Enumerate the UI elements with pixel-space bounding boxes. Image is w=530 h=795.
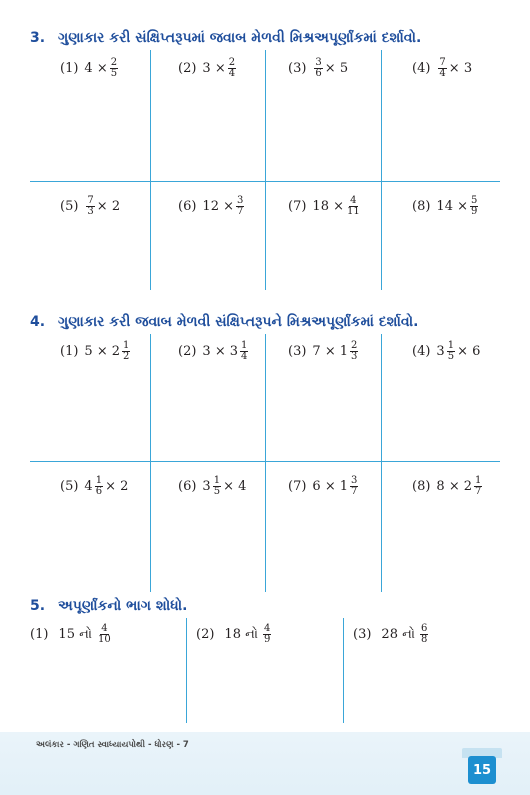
fraction: $\frac{1}{5}$ (213, 475, 221, 497)
question-3-item: (4) $\frac{7}{4}$ × 3 (412, 57, 473, 79)
grid-divider (150, 462, 151, 592)
footer-book-title: અલંકાર - ગણિત સ્વાધ્યાયપોથી - ધોરણ - 7 (36, 740, 189, 750)
grid-divider (265, 182, 266, 290)
question-5-text: અપૂર્ણાંકનો ભાગ શોધો. (58, 598, 188, 614)
question-5-item: (3) 28 નો $\frac{6}{8}$ (353, 623, 428, 645)
question-3-item: (1) 4 × $\frac{2}{5}$ (60, 57, 118, 79)
fraction: $\frac{1}{4}$ (241, 340, 248, 362)
fraction: $\frac{1}{2}$ (123, 340, 130, 362)
fraction: $\frac{6}{8}$ (421, 623, 428, 645)
question-3-number: 3. (30, 30, 46, 46)
question-4-item: (6) 3 $\frac{1}{5}$ × 4 (178, 475, 247, 497)
fraction: $\frac{4}{11}$ (347, 195, 360, 217)
grid-divider (343, 618, 344, 723)
grid-divider (381, 462, 382, 592)
question-5-number: 5. (30, 598, 46, 614)
question-3-item: (2) 3 × $\frac{2}{4}$ (178, 57, 236, 79)
page-number: 15 (468, 756, 496, 784)
question-4-item: (8) 8 × 2 $\frac{1}{7}$ (412, 475, 482, 497)
question-3-item: (8) 14 × $\frac{5}{9}$ (412, 195, 478, 217)
question-4-item: (4) 3 $\frac{1}{5}$ × 6 (412, 340, 481, 362)
question-4-item: (7) 6 × 1 $\frac{3}{7}$ (288, 475, 358, 497)
fraction: $\frac{5}{9}$ (471, 195, 478, 217)
fraction: $\frac{1}{7}$ (475, 475, 482, 497)
grid-divider (381, 182, 382, 290)
question-3-item: (3) $\frac{3}{6}$ × 5 (288, 57, 349, 79)
question-4-item: (2) 3 × 3 $\frac{1}{4}$ (178, 340, 248, 362)
question-4-number: 4. (30, 314, 46, 330)
question-4-item: (3) 7 × 1 $\frac{2}{3}$ (288, 340, 358, 362)
question-4-item: (5) 4 $\frac{1}{6}$ × 2 (60, 475, 129, 497)
fraction: $\frac{2}{4}$ (228, 57, 236, 79)
fraction: $\frac{3}{6}$ (315, 57, 322, 79)
grid-divider (150, 334, 151, 462)
question-3-item: (5) $\frac{7}{3}$ × 2 (60, 195, 121, 217)
question-5-item: (2) 18 નો $\frac{4}{9}$ (196, 623, 271, 645)
grid-divider (381, 334, 382, 462)
question-4-heading (30, 314, 418, 330)
fraction: $\frac{4}{9}$ (264, 623, 271, 645)
question-3-heading (30, 30, 421, 46)
grid-divider (150, 182, 151, 290)
fraction: $\frac{7}{4}$ (439, 57, 446, 79)
question-3-item: (6) 12 × $\frac{3}{7}$ (178, 195, 244, 217)
fraction: $\frac{4}{10}$ (98, 623, 111, 645)
grid-divider (265, 462, 266, 592)
fraction: $\frac{1}{6}$ (95, 475, 103, 497)
grid-divider (265, 50, 266, 182)
question-3-item: (7) 18 × $\frac{4}{11}$ (288, 195, 360, 217)
grid-divider (265, 334, 266, 462)
question-5-item: (1) 15 નો $\frac{4}{10}$ (30, 623, 111, 645)
grid-divider (186, 618, 187, 723)
grid-divider (150, 50, 151, 182)
question-5-heading (30, 598, 187, 614)
fraction: $\frac{7}{3}$ (87, 195, 94, 217)
question-3-text: ગુણાકાર કરી સંક્ષિપ્તરૂપમાં જવાબ મેળવી મિશ્રઅપૂર્ણાંકમાં દર્શાવો. (58, 30, 422, 46)
question-4-item: (1) 5 × 2 $\frac{1}{2}$ (60, 340, 130, 362)
fraction: $\frac{1}{5}$ (447, 340, 455, 362)
fraction: $\frac{3}{7}$ (351, 475, 358, 497)
question-4-text: ગુણાકાર કરી જવાબ મેળવી સંક્ષિપ્તરૂપને મિશ્રઅપૂર્ણાંકમાં દર્શાવો. (58, 314, 419, 330)
grid-divider (381, 50, 382, 182)
fraction: $\frac{3}{7}$ (237, 195, 244, 217)
fraction: $\frac{2}{3}$ (351, 340, 358, 362)
fraction: $\frac{2}{5}$ (110, 57, 118, 79)
